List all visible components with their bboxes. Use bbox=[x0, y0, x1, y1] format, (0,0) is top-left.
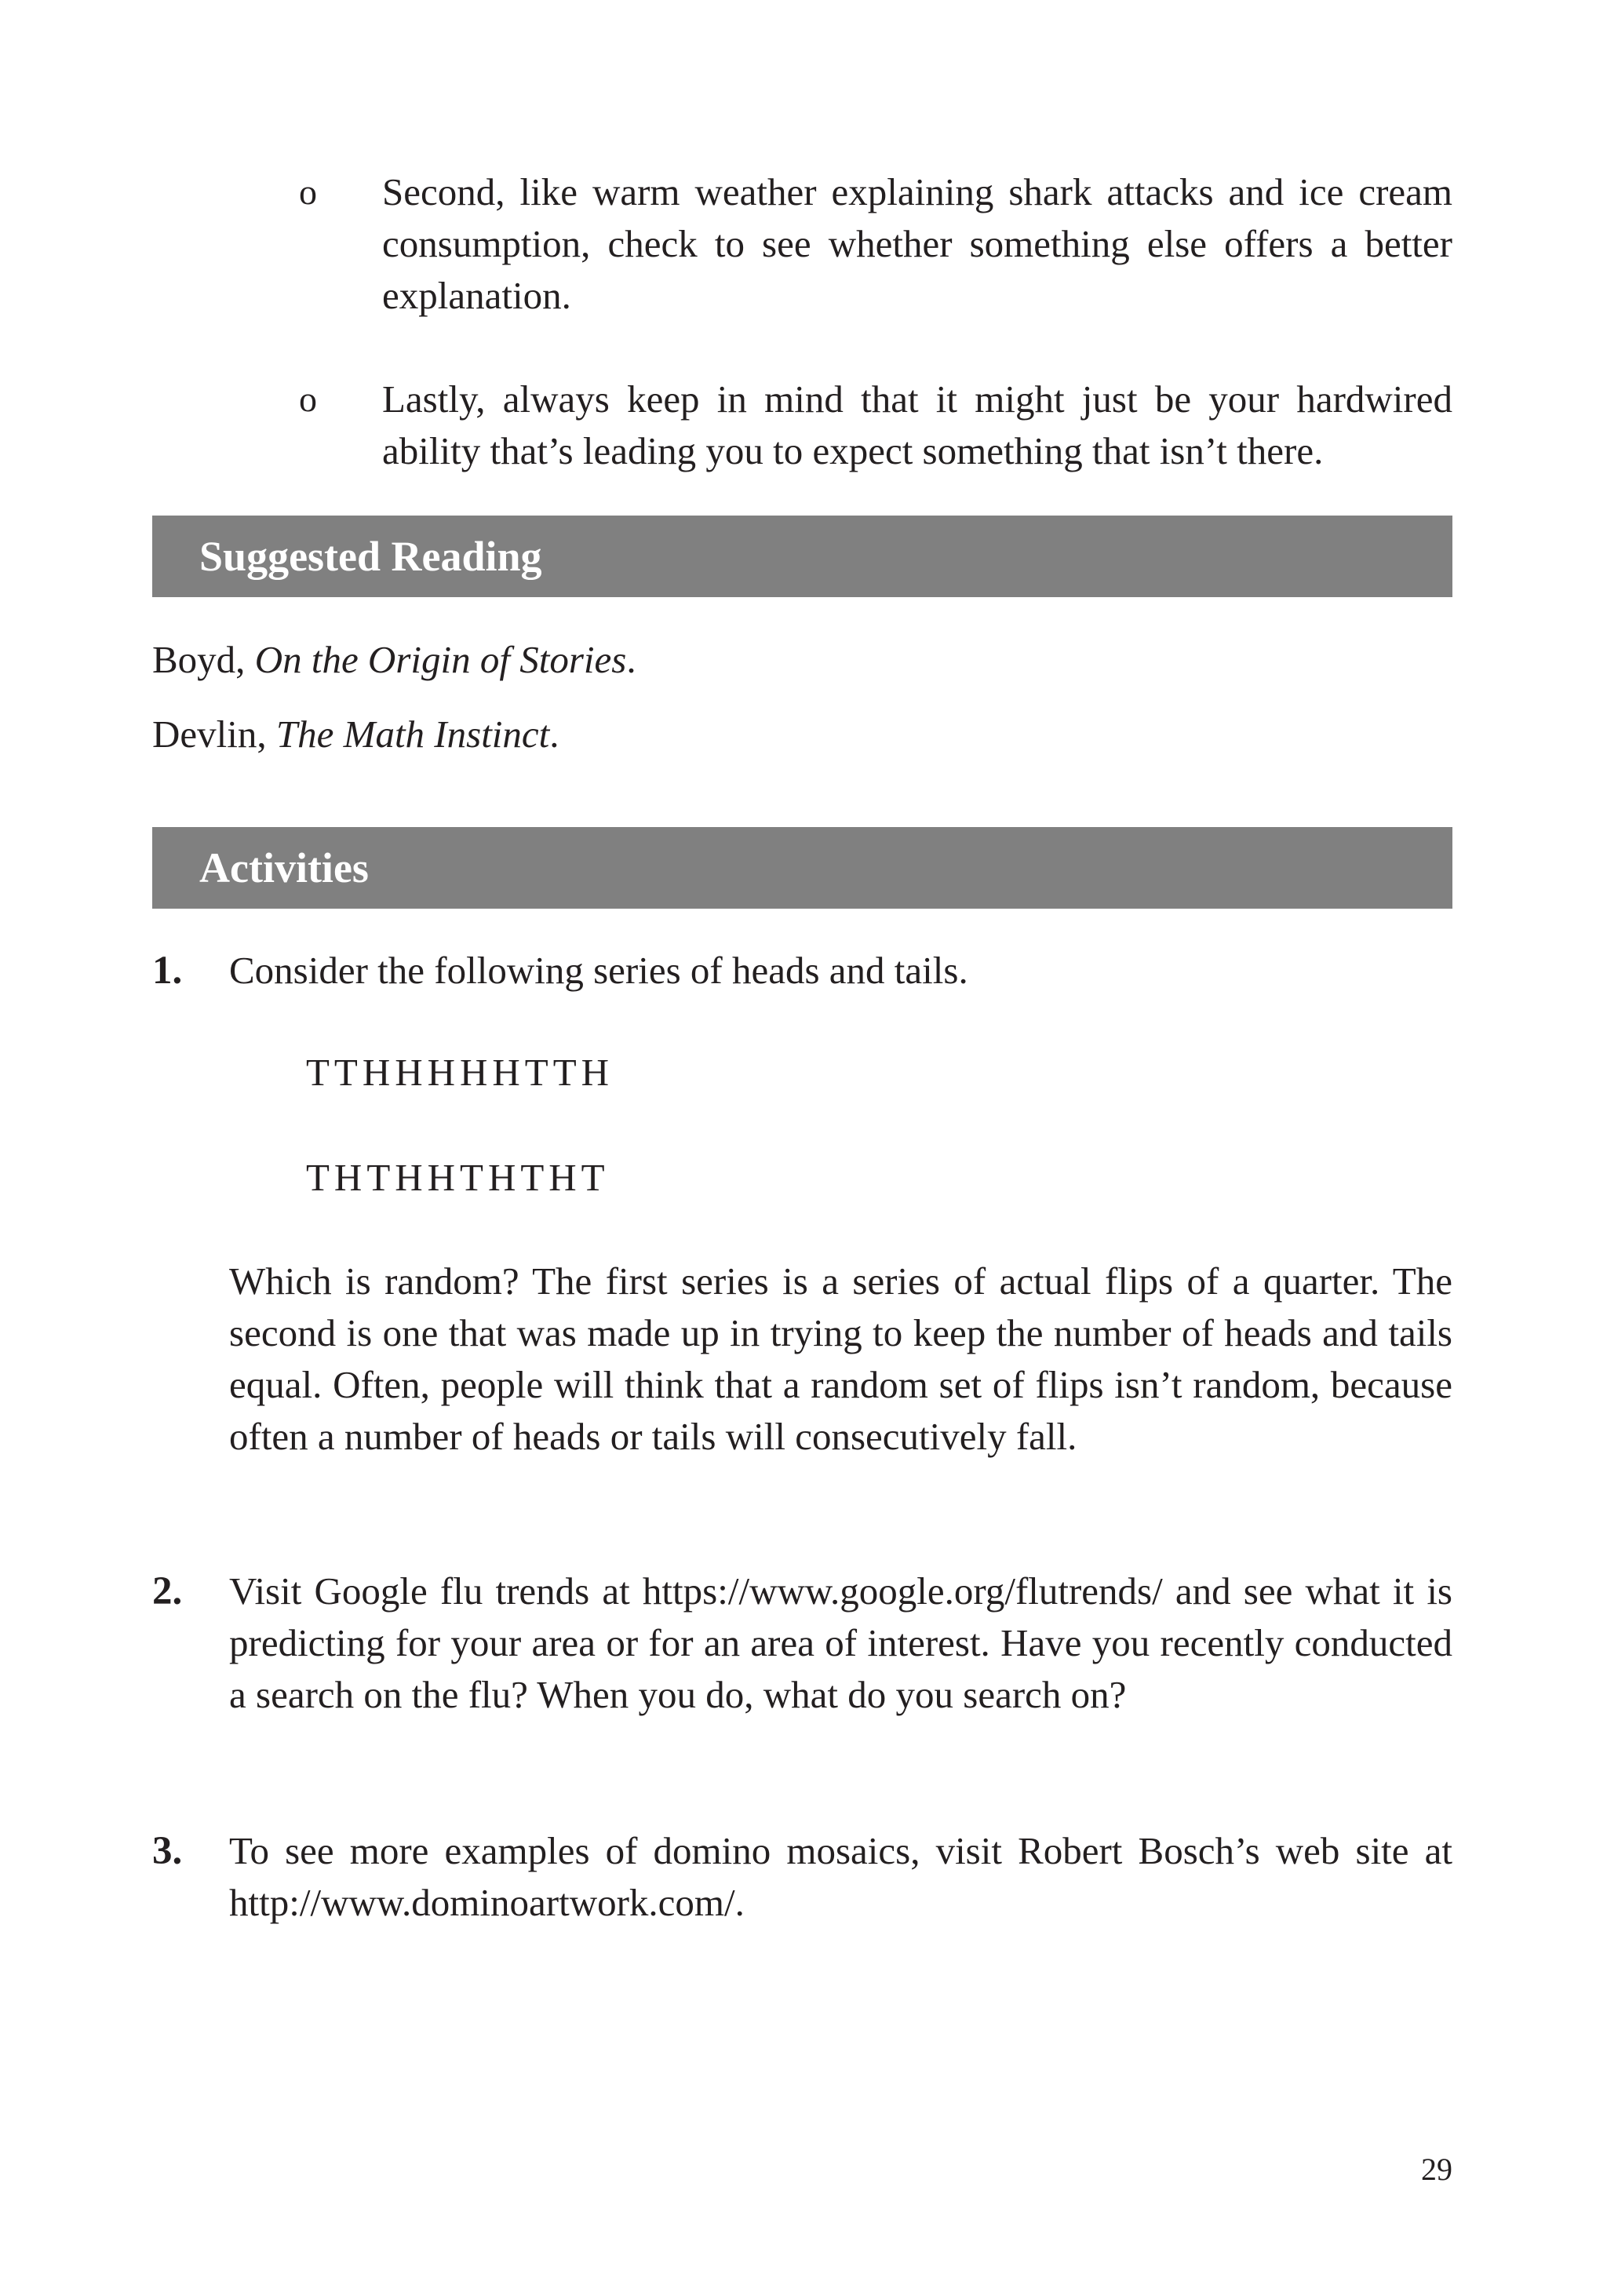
coin-sequence: THTHHTHTHT bbox=[306, 1156, 610, 1199]
activity-item-1 bbox=[152, 945, 1452, 997]
reading-end: . bbox=[549, 712, 559, 756]
reading-title: The Math Instinct bbox=[275, 712, 550, 756]
section-title: Activities bbox=[199, 844, 369, 891]
reading-title: On the Origin of Stories bbox=[254, 638, 627, 681]
bullet-item bbox=[299, 166, 1452, 322]
bullet-marker: o bbox=[299, 172, 317, 212]
section-header-activities bbox=[152, 827, 1452, 909]
activity-number: 3. bbox=[152, 1829, 183, 1873]
reading-entry bbox=[152, 709, 559, 760]
activity-number: 2. bbox=[152, 1569, 183, 1613]
activity-text: Which is random? The first series is a series of actual flips of a quarter. The second is one that was made up in trying to keep the number of heads and tails equal. Often, people will think that a random set of flips isn’t random, because often a number of heads or tails will consecutively fall. bbox=[229, 1259, 1452, 1458]
section-title: Suggested Reading bbox=[199, 533, 542, 580]
reading-end: . bbox=[626, 638, 636, 681]
reading-author: Devlin, bbox=[152, 712, 276, 756]
coin-sequence: TTHHHHHTTH bbox=[306, 1051, 614, 1094]
activity-item-2 bbox=[152, 1565, 1452, 1721]
bullet-text: Lastly, always keep in mind that it might just be your hardwired ability that’s leading you to expect something that isn’t there. bbox=[382, 377, 1452, 472]
activity-item-1-explanation bbox=[152, 1256, 1452, 1463]
activity-text: To see more examples of domino mosaics, visit Robert Bosch’s web site at http://www.dominoartwork.com/. bbox=[229, 1829, 1452, 1924]
activity-intro: Consider the following series of heads and tails. bbox=[229, 949, 968, 992]
page-number: 29 bbox=[1421, 2152, 1452, 2187]
section-header-suggested-reading bbox=[152, 516, 1452, 597]
bullet-marker: o bbox=[299, 379, 317, 419]
reading-entry bbox=[152, 634, 636, 686]
activity-number: 1. bbox=[152, 949, 183, 993]
activity-item-3 bbox=[152, 1825, 1452, 1929]
bullet-item bbox=[299, 374, 1452, 477]
activity-text: Visit Google flu trends at https://www.google.org/flutrends/ and see what it is predicting for your area or for an area of interest. Have you recently conducted a search on the flu? When you do, what do you search on? bbox=[229, 1569, 1452, 1716]
bullet-text: Second, like warm weather explaining shark attacks and ice cream consumption, check to see whether something else offers a better explanation. bbox=[382, 170, 1452, 317]
reading-author: Boyd, bbox=[152, 638, 255, 681]
